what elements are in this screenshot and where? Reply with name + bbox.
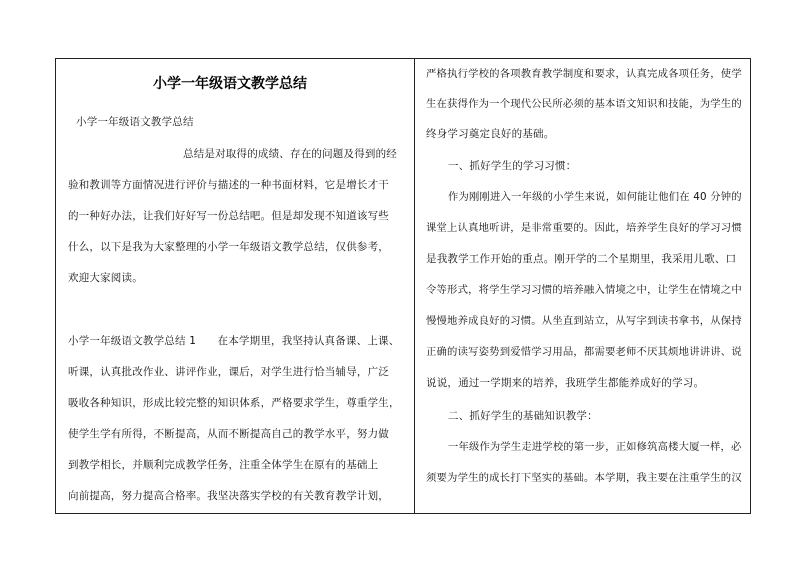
document-page <box>55 58 751 514</box>
text-line: 总结是对取得的成绩、存在的问题及得到的经 <box>183 148 397 160</box>
text-line: 严格执行学校的各项教育教学制度和要求，认真完成各项任务，使学 <box>426 68 742 80</box>
text-line: 令等形式，将学生学习习惯的培养融入情境之中，让学生在情境之中 <box>426 284 742 296</box>
text-line: 慢慢地养成良好的习惯。从坐直到站立，从写字到读书拿书，从保持 <box>426 315 742 327</box>
subtitle-line: 小学一年级语文教学总结 <box>76 116 194 128</box>
text-line: 终身学习奠定良好的基础。 <box>426 128 555 140</box>
text-line: 欢迎大家阅读。 <box>68 272 143 284</box>
text-line: 使学生学有所得，不断提高，从而不断提高自己的教学水平，努力做 <box>68 428 389 440</box>
text-line: 的一种好办法，让我们好好写一份总结吧。但是却发现不知道该写些 <box>68 210 389 222</box>
text-line: 作为刚刚进入一年级的小学生来说，如何能让他们在 40 分钟的 <box>448 191 742 203</box>
section-heading: 一、抓好学生的学习习惯： <box>448 160 577 172</box>
text-line: 须要为学生的成长打下坚实的基础。本学期，我主要在注重学生的汉 <box>426 472 742 484</box>
text-line: 向前提高，努力提高合格率。我坚决落实学校的有关教育教学计划， <box>68 490 389 502</box>
text-line: 一年级作为学生走进学校的第一步，正如修筑高楼大厦一样，必 <box>448 441 742 453</box>
text-line: 什么，以下是我为大家整理的小学一年级语文教学总结，仅供参考， <box>68 241 389 253</box>
right-column <box>426 59 744 513</box>
text-line: 验和教训等方面情况进行评价与描述的一种书面材料，它是增长才干 <box>68 179 389 191</box>
text-line: 正确的读写姿势到爱惜学习用品，都需要老师不厌其烦地讲讲讲、说 <box>426 346 742 358</box>
text-line: 说说，通过一学期来的培养，我班学生都能养成好的学习。 <box>426 377 705 389</box>
text-line: 生在获得作为一个现代公民所必须的基本语文知识和技能，为学生的 <box>426 98 742 110</box>
text-line: 是我教学工作开始的重点。刚开学的二个星期里，我采用儿歌、口 <box>426 253 737 265</box>
left-column <box>68 59 404 513</box>
text-line: 到教学相长，并顺利完成教学任务，注重全体学生在原有的基础上 <box>68 459 379 471</box>
text-line: 课堂上认真地听讲，是非常重要的。因此，培养学生良好的学习习惯 <box>426 222 742 234</box>
text-line: 吸收各种知识，形成比较完整的知识体系，严格要求学生，尊重学生， <box>68 397 400 409</box>
column-divider <box>414 59 415 513</box>
document-title: 小学一年级语文教学总结 <box>153 76 307 92</box>
section-heading: 二、抓好学生的基础知识教学： <box>448 410 598 422</box>
text-line: 小学一年级语文教学总结 1 在本学期里，我坚持认真备课、上课、 <box>68 335 400 347</box>
text-line: 听课，认真批改作业、讲评作业，课后，对学生进行恰当辅导，广泛 <box>68 366 389 378</box>
